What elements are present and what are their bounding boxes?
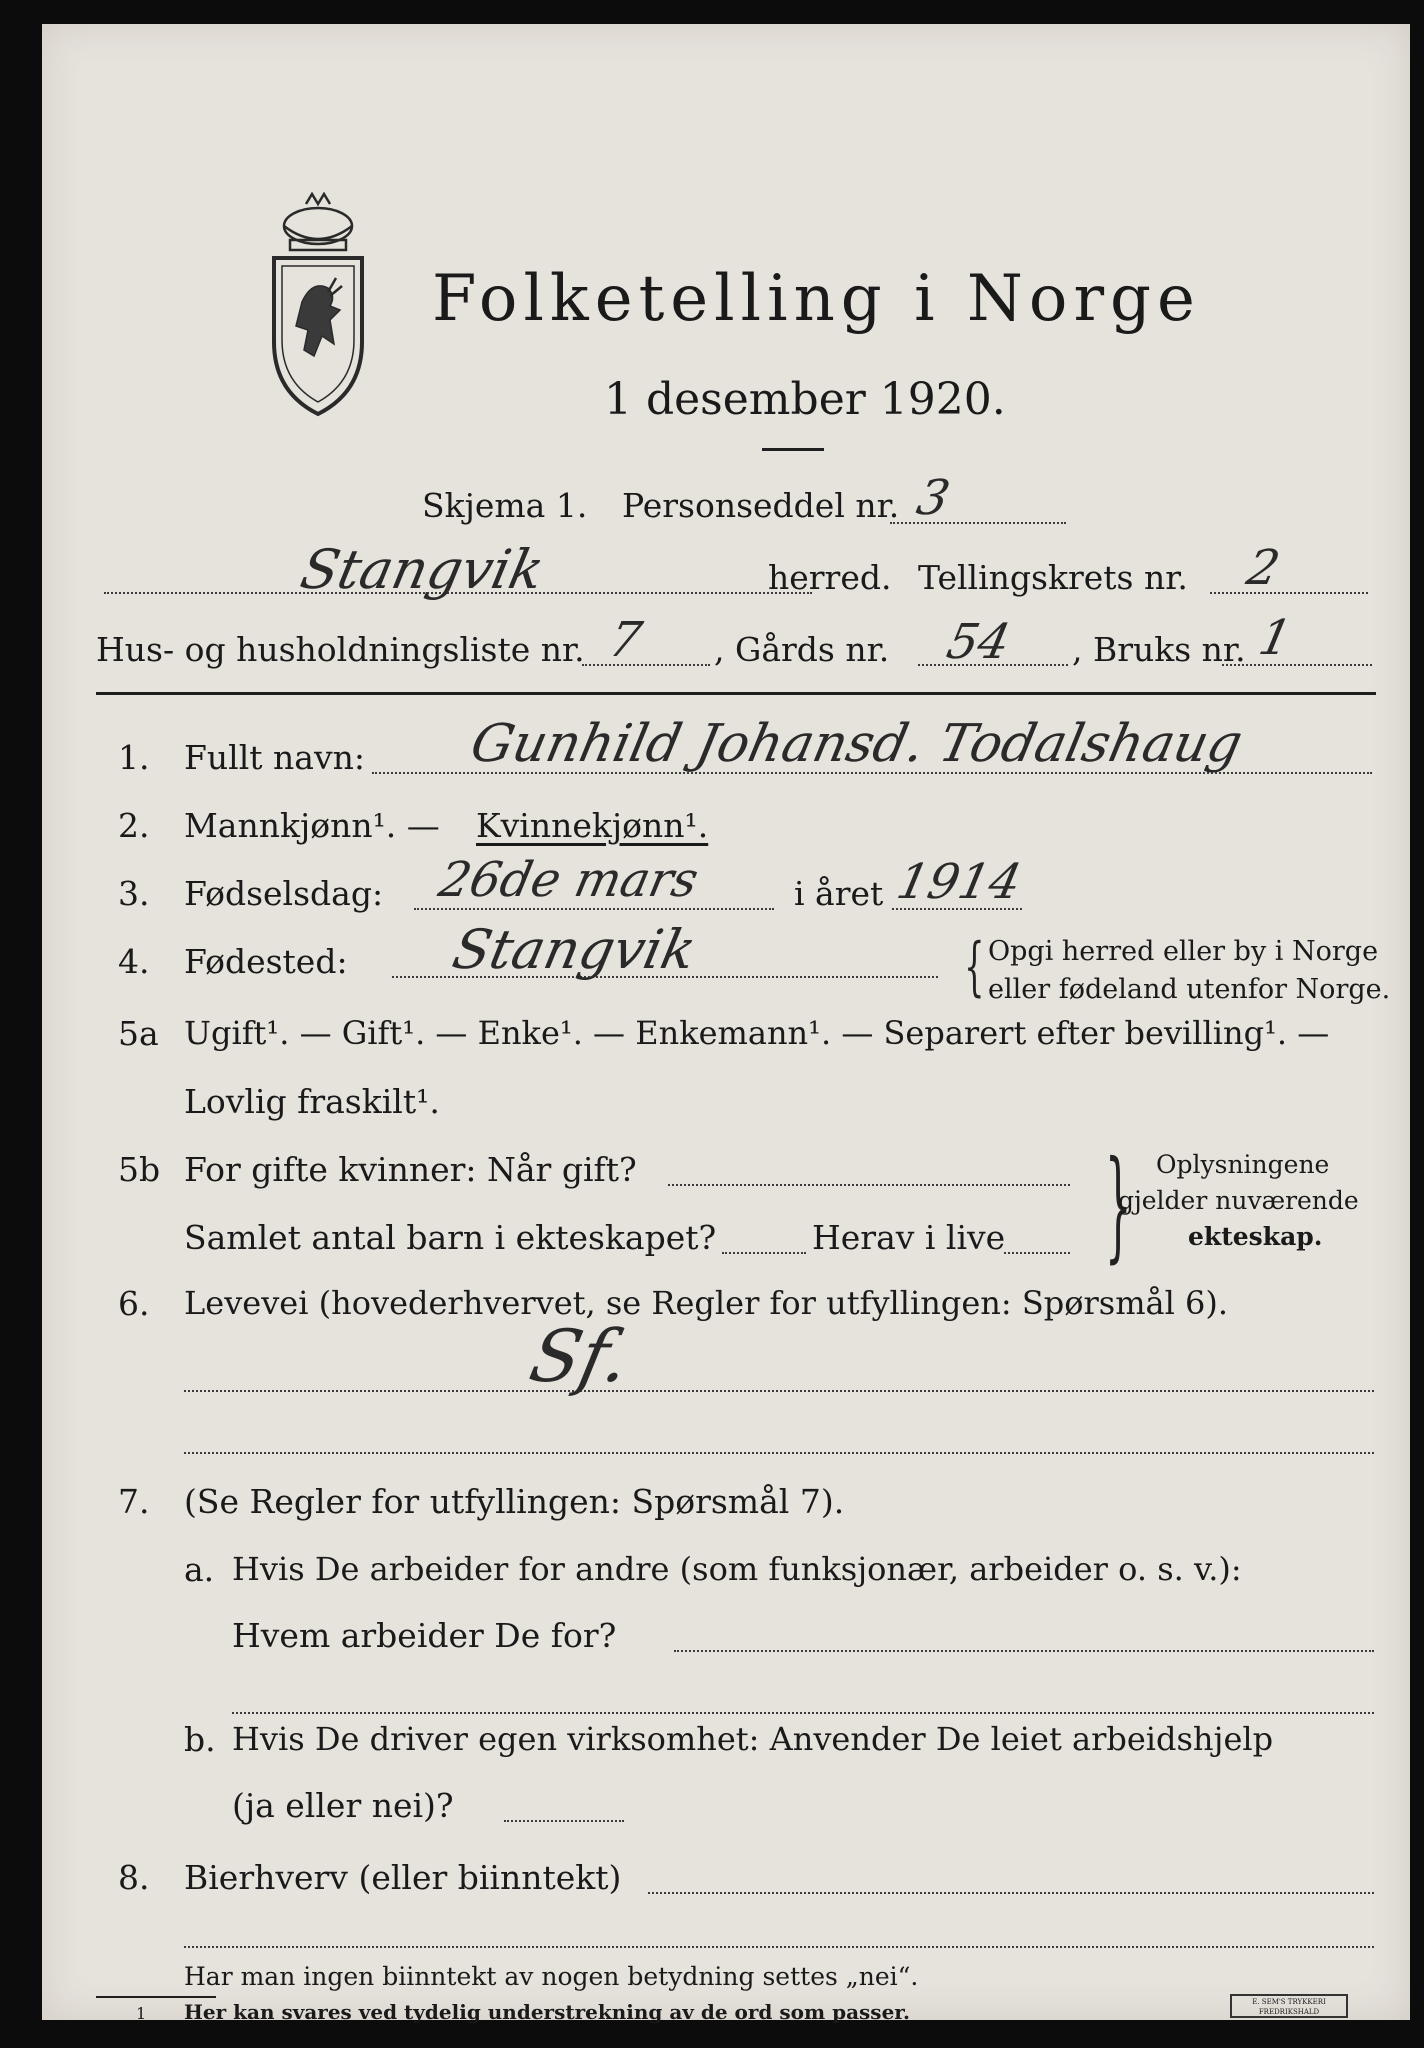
husliste-label: Hus- og husholdningsliste nr. xyxy=(96,630,585,669)
tellingskrets-field[interactable] xyxy=(1210,592,1368,594)
q8-label: Bierhverv (eller biinntekt) xyxy=(184,1858,622,1897)
gender-female-option[interactable]: Kvinnekjønn¹. xyxy=(476,806,709,845)
q1-label: Fullt navn: xyxy=(184,738,365,777)
birthday-field[interactable] xyxy=(414,908,774,910)
employer-field[interactable] xyxy=(674,1650,1374,1652)
q8-number: 8. xyxy=(118,1858,150,1897)
children-alive-field[interactable] xyxy=(1004,1252,1070,1254)
birthplace-value: Stangvik xyxy=(447,918,702,981)
q6-number: 6. xyxy=(118,1284,150,1323)
q7-number: 7. xyxy=(118,1482,150,1521)
husliste-field[interactable] xyxy=(582,664,710,666)
title-divider xyxy=(762,448,824,451)
herred-value: Stangvik xyxy=(295,538,550,601)
q4-note-brace: { xyxy=(964,930,985,1004)
gards-label: , Gårds nr. xyxy=(714,630,890,669)
q5b-note-line3: ekteskap. xyxy=(1188,1222,1323,1251)
q7b-letter: b. xyxy=(184,1720,216,1759)
q6-label: Levevei (hovederhvervet, se Regler for utfyllingen: Spørsmål 6). xyxy=(184,1284,1229,1322)
q5b-label-children: Samlet antal barn i ekteskapet? xyxy=(184,1218,717,1257)
q5b-label-alive: Herav i live xyxy=(812,1218,1006,1257)
q7a-text: Hvis De arbeider for andre (som funksjonær, arbeider o. s. v.): xyxy=(232,1550,1242,1588)
q3-number: 3. xyxy=(118,874,150,913)
census-form-sheet xyxy=(42,24,1410,2024)
q5a-number: 5a xyxy=(118,1014,159,1053)
q3-year-label: i året xyxy=(794,874,884,913)
herred-label: herred. xyxy=(768,558,892,597)
q4-number: 4. xyxy=(118,942,150,981)
skjema-label: Skjema 1. xyxy=(422,486,588,525)
q3-label: Fødselsdag: xyxy=(184,874,384,913)
footnote-text: Her kan svares ved tydelig understrekning av de ord som passer. xyxy=(184,2000,910,2024)
q4-note-line1: Opgi herred eller by i Norge xyxy=(988,936,1379,967)
gender-male-option[interactable]: Mannkjønn¹. — xyxy=(184,806,440,845)
occupation-field-line1[interactable] xyxy=(184,1390,1374,1392)
personseddel-value: 3 xyxy=(912,470,955,526)
form-title: Folketelling i Norge xyxy=(432,262,1201,336)
q4-note-line2: eller fødeland utenfor Norge. xyxy=(988,974,1391,1005)
q7a-letter: a. xyxy=(184,1550,215,1589)
marital-status-options[interactable]: Ugift¹. — Gift¹. — Enke¹. — Enkemann¹. — Separert efter bevilling¹. — xyxy=(184,1014,1330,1052)
q5b-note-brace: } xyxy=(1104,1136,1132,1275)
personseddel-label: Personseddel nr. xyxy=(622,486,900,525)
employer-field-line2[interactable] xyxy=(232,1712,1374,1714)
q2-number: 2. xyxy=(118,806,150,845)
birth-year-value: 1914 xyxy=(892,854,1027,910)
side-income-field[interactable] xyxy=(648,1892,1374,1894)
q7a-employer-label: Hvem arbeider De for? xyxy=(232,1616,617,1655)
marriage-date-field[interactable] xyxy=(668,1184,1070,1186)
q7b-text: Hvis De driver egen virksomhet: Anvender De leiet arbeidshjelp xyxy=(232,1720,1274,1758)
q5b-label-when-married: For gifte kvinner: Når gift? xyxy=(184,1150,637,1189)
occupation-field-line2[interactable] xyxy=(184,1452,1374,1454)
children-count-field[interactable] xyxy=(722,1252,806,1254)
q7b-yes-no-label: (ja eller nei)? xyxy=(232,1786,454,1825)
side-income-field-line2[interactable] xyxy=(184,1946,1374,1948)
q7-label: (Se Regler for utfyllingen: Spørsmål 7). xyxy=(184,1482,845,1521)
tellingskrets-label: Tellingskrets nr. xyxy=(918,558,1188,597)
census-date: 1 desember 1920. xyxy=(604,374,1006,425)
gards-value: 54 xyxy=(942,614,1016,670)
occupation-value: Sf. xyxy=(523,1314,638,1398)
birthday-value: 26de mars xyxy=(434,852,704,908)
marital-status-divorced-option[interactable]: Lovlig fraskilt¹. xyxy=(184,1082,440,1121)
footnote-number: 1 xyxy=(136,2004,147,2023)
bruks-value: 1 xyxy=(1254,610,1297,666)
husliste-value: 7 xyxy=(604,612,647,668)
q1-number: 1. xyxy=(118,738,150,777)
q5b-note-line2: gjelder nuværende xyxy=(1118,1186,1359,1215)
bruks-label: , Bruks nr. xyxy=(1072,630,1246,669)
q5b-number: 5b xyxy=(118,1150,161,1189)
norwegian-coat-of-arms-icon xyxy=(254,192,380,418)
side-income-note: Har man ingen biinntekt av nogen betydning settes „nei“. xyxy=(184,1962,919,1991)
hired-help-field[interactable] xyxy=(504,1820,624,1822)
printer-stamp: E. SEM'S TRYKKERI FREDRIKSHALD xyxy=(1230,1994,1348,2018)
q5b-note-line1: Oplysningene xyxy=(1156,1150,1330,1179)
footnote-divider xyxy=(96,1996,216,1998)
bruks-field[interactable] xyxy=(1222,664,1372,666)
tellingskrets-value: 2 xyxy=(1242,540,1285,596)
header-separator xyxy=(96,692,1376,695)
q4-label: Fødested: xyxy=(184,942,348,981)
full-name-value: Gunhild Johansd. Todalshaug xyxy=(465,714,1248,774)
